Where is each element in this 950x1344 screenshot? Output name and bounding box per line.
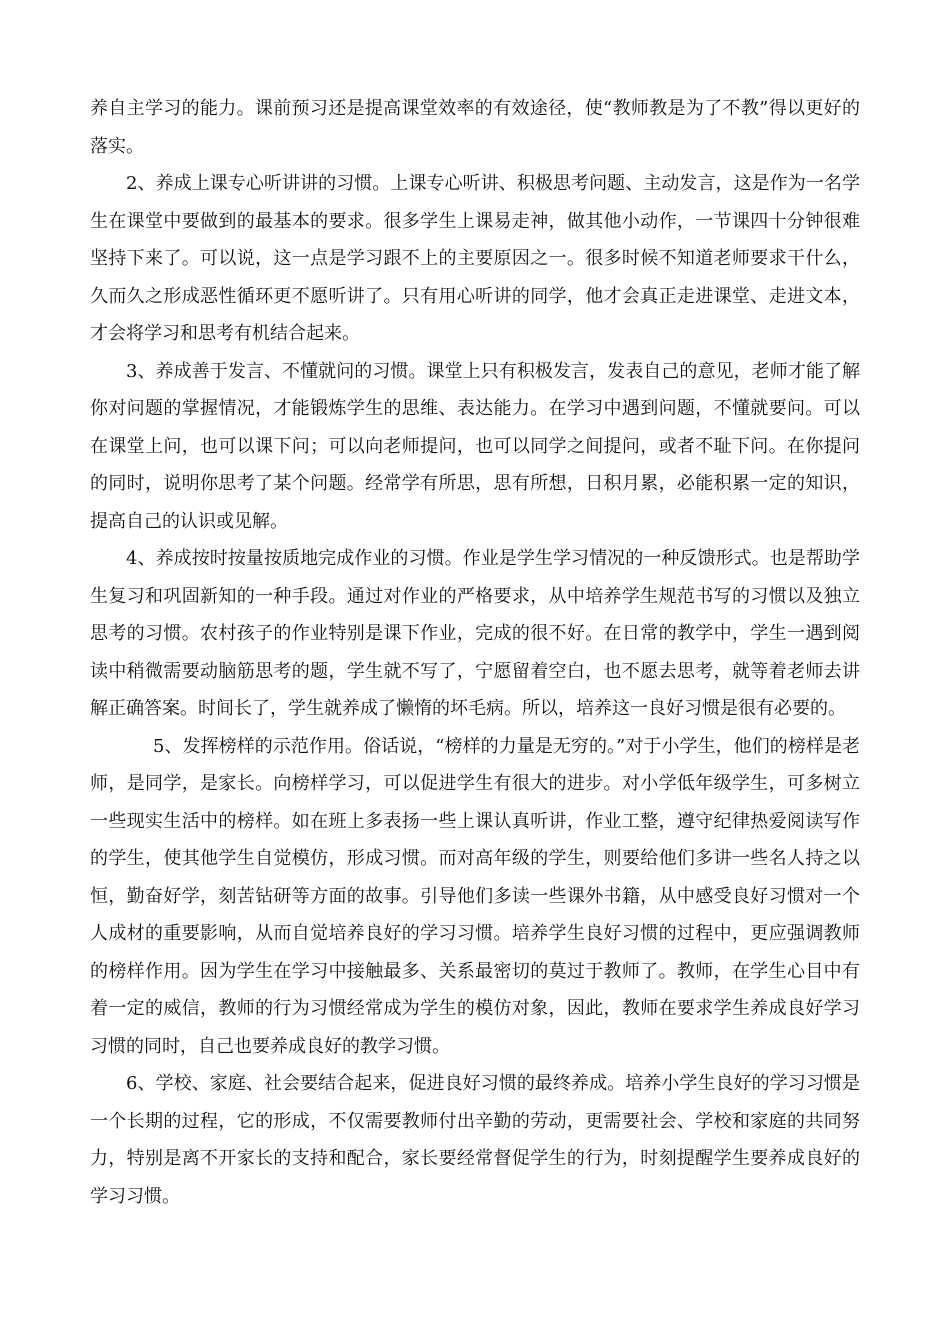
paragraph-habit-6: 6、学校、家庭、社会要结合起来，促进良好习惯的最终养成。培养小学生良好的学习习惯是一个长期的过程，它的形成，不仅需要教师付出辛勤的劳动，更需要社会、学校和家庭的共同努力，特别是离不开家长的支持和配合，家长要经常督促学生的行为，时刻提醒学生要养成良好的学习习惯。: [90, 1073, 860, 1207]
paragraph-habit-3: 3、养成善于发言、不懂就问的习惯。课堂上只有积极发言，发表自己的意见，老师才能了解你对问题的掌握情况，才能锻炼学生的思维、表达能力。在学习中遇到问题，不懂就要问。可以在课堂上问，也可以课下问；可以向老师提问，也可以同学之间提问，或者不耻下问。在你提问的同时，说明你思考了某个问题。经常学有所思，思有所想，日积月累，必能积累一定的知识，提高自己的认识或见解。: [90, 360, 860, 532]
document-body: [90, 90, 860, 1215]
paragraph-habit-2: 2、养成上课专心听讲讲的习惯。上课专心听讲、积极思考问题、主动发言，这是作为一名学生在课堂中要做到的最基本的要求。很多学生上课易走神，做其他小动作，一节课四十分钟很难坚持下来了。可以说，这一点是学习跟不上的主要原因之一。很多时候不知道老师要求干什么，久而久之形成恶性循环更不愿听讲了。只有用心听讲的同学，他才会真正走进课堂、走进文本，才会将学习和思考有机结合起来。: [90, 173, 860, 344]
paragraph-habit-4: 4、养成按时按量按质地完成作业的习惯。作业是学生学习情况的一种反馈形式。也是帮助学生复习和巩固新知的一种手段。通过对作业的严格要求，从中培养学生规范书写的习惯以及独立思考的习惯。农村孩子的作业特别是课下作业，完成的很不好。在日常的教学中，学生一遇到阅读中稍微需要动脑筋思考的题，学生就不写了，宁愿留着空白，也不愿去思考，就等着老师去讲解正确答案。时间长了，学生就养成了懒惰的坏毛病。所以，培养这一良好习惯是很有必要的。: [90, 548, 860, 719]
paragraph-habit-5: 5、发挥榜样的示范作用。俗话说，“榜样的力量是无穷的。”对于小学生，他们的榜样是老师，是同学，是家长。向榜样学习，可以促进学生有很大的进步。对小学低年级学生，可多树立一些现实生活中的榜样。如在班上多表扬一些上课认真听讲，作业工整，遵守纪律热爱阅读写作的学生，使其他学生自觉模仿，形成习惯。而对高年级的学生，则要给他们多讲一些名人持之以恒，勤奋好学，刻苦钻研等方面的故事。引导他们多读一些课外书籍，从中感受良好习惯对一个人成材的重要影响，从而自觉培养良好的学习习惯。培养学生良好习惯的过程中，更应强调教师的榜样作用。因为学生在学习中接触最多、关系最密切的莫过于教师了。教师，在学生心目中有着一定的威信，教师的行为习惯经常成为学生的模仿对象，因此，教师在要求学生养成良好学习习惯的同时，自己也要养成良好的教学习惯。: [90, 735, 860, 1057]
paragraph-continuation: 养自主学习的能力。课前预习还是提高课堂效率的有效途径，使“教师教是为了不教”得以更好的落实。: [90, 98, 860, 157]
